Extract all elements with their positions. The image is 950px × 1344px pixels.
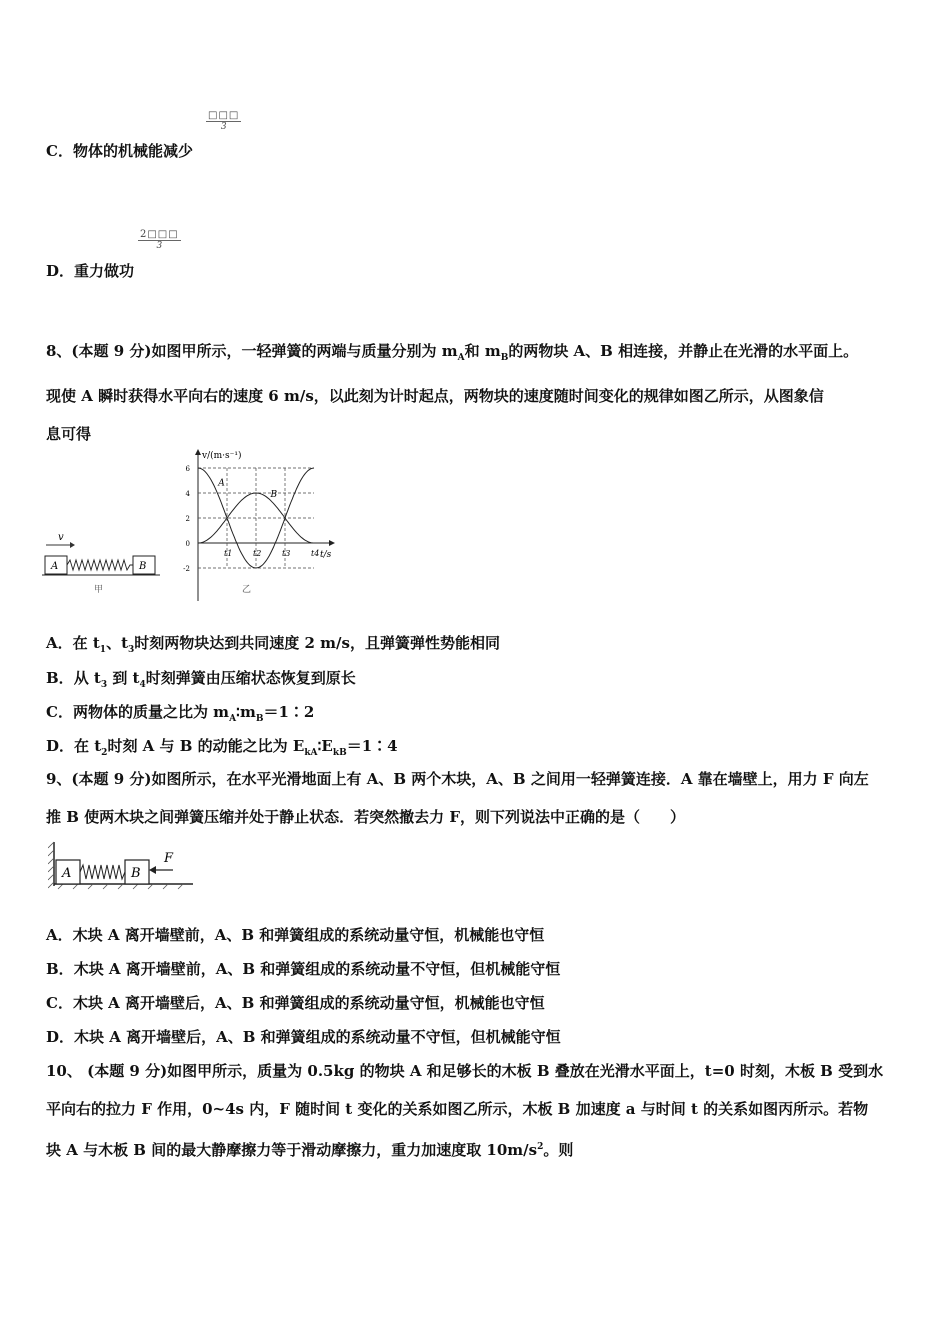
chart-caption: 乙 [242,585,252,595]
fraction-d [138,229,181,251]
q9-figure [48,840,198,890]
velocity-label: v [58,532,64,543]
spring [67,560,133,570]
q10-line3-part-b: 。则 [543,1141,574,1159]
text: 到 t [107,669,140,687]
y-tick-label: -2 [183,565,190,573]
text: 两物体的质量之比为 m [72,703,230,721]
q10-stem [46,1052,906,1169]
block-b-label: B [139,561,147,572]
option-letter: C． [46,142,73,160]
q7-option-d [46,260,134,281]
option-text: 木块 A 离开墙壁前，A、B 和弹簧组成的系统动量不守恒，但机械能守恒 [73,960,561,978]
subscript: 3 [128,645,135,655]
fraction-numerator: 2□□□ [140,229,179,240]
q8-line1-part-a: 8、(本题 9 分)如图甲所示，一轻弹簧的两端与质量分别为 m [46,342,458,360]
q9-stem [46,760,906,836]
q9-option-d [46,1026,561,1047]
option-letter: D． [46,1028,75,1046]
block-a-label: A [51,561,59,572]
option-letter: D． [46,262,75,280]
subscript: 1 [99,645,107,655]
option-letter: D． [46,737,75,755]
option-letter: A． [46,634,73,652]
q8-stem [46,332,906,453]
y-tick-label: 2 [185,515,190,523]
fraction-denominator: 3 [156,241,163,251]
fraction-c [206,110,241,132]
q10-line-3 [46,1128,906,1169]
subscript: A [457,353,465,363]
y-tick-label: 6 [185,465,190,473]
force-arrowhead [149,866,156,874]
q8-figure-spring [42,530,172,600]
q8-line1-part-c: 的两物块 A、B 相连接，并静止在光滑的水平面上。 [508,342,859,360]
option-letter: B． [46,669,74,687]
subscript: kA [304,748,318,758]
option-text: 木块 A 离开墙壁后，A、B 和弹簧组成的系统动量不守恒，但机械能守恒 [74,1028,561,1046]
subscript: 2 [101,748,108,758]
force-label: F [164,851,174,866]
x-tick-label: t2 [253,549,262,558]
q10-line-2: 平向右的拉力 F 作用，0~4s 内，F 随时间 t 变化的关系如图乙所示，木板 B 加速度 a 与时间 t 的关系如图丙所示。若物 [46,1100,869,1118]
subscript: B [500,353,509,363]
q9-option-b [46,958,560,979]
x-tick-label: t4 [311,549,320,558]
q9-option-a [46,924,544,945]
subscript: B [255,714,264,724]
text: ＝1∶2 [263,703,315,721]
wall-hatching [48,842,54,888]
q8-line1-part-b: 和 m [464,342,501,360]
y-axis-label: v/(m·s⁻¹) [202,451,242,461]
figure-caption: 甲 [94,585,104,595]
text: 、t [106,634,128,652]
subscript: 3 [100,680,108,690]
q10-line-1: 10、 (本题 9 分)如图甲所示，质量为 0.5kg 的物块 A 和足够长的木板 B 叠放在光滑水平面上，t=0 时刻，木板 B 受到水 [46,1062,884,1080]
option-text: 木块 A 离开墙壁前，A、B 和弹簧组成的系统动量守恒，机械能也守恒 [72,926,545,944]
q8-line-3: 息可得 [46,425,92,443]
q10-line3-part-a: 块 A 与木板 B 间的最大静摩擦力等于滑动摩擦力，重力加速度取 10m/s [46,1141,538,1159]
velocity-arrowhead [70,542,75,548]
text: 在 t [74,737,102,755]
text: 时刻 A 与 B 的动能之比为 E [107,737,305,755]
q9-option-c [46,992,545,1013]
q7-option-c [46,140,193,161]
option-text: 物体的机械能减少 [72,142,193,160]
spring [80,865,125,879]
y-tick-label: 4 [185,490,190,498]
x-axis-arrowhead [329,540,335,546]
text: ∶m [236,703,256,721]
option-letter: C． [46,994,73,1012]
y-axis-arrowhead [195,449,201,455]
q8-option-c [46,701,314,724]
subscript: 4 [139,680,146,690]
q9-line-1: 9、(本题 9 分)如图所示，在水平光滑地面上有 A、B 两个木块，A、B 之间用一轻弹簧连接．A 靠在墙壁上，用力 F 向左 [46,770,869,788]
series-label-a: A [218,478,225,489]
q8-line-2: 现使 A 瞬时获得水平向右的速度 6 m/s，以此刻为计时起点，两物块的速度随时间变化的规律如图乙所示，从图象信 [46,387,824,405]
option-text: 重力做功 [74,262,135,280]
x-tick-label: t3 [282,549,291,558]
option-letter: C． [46,703,73,721]
text: 时刻两物块达到共同速度 2 m/s，且弹簧弹性势能相同 [134,634,500,652]
x-axis-label: t/s [320,550,332,560]
subscript: kB [332,748,347,758]
q9-line-2: 推 B 使两木块之间弹簧压缩并处于静止状态．若突然撤去力 F，则下列说法中正确的是（ ） [46,808,685,826]
text: 时刻弹簧由压缩状态恢复到原长 [145,669,356,687]
fraction-denominator: 3 [220,122,227,132]
text: ＝1∶4 [346,737,398,755]
block-a-label: A [62,866,72,881]
text: 从 t [73,669,101,687]
subscript: A [229,714,237,724]
q8-vt-chart [182,446,342,606]
option-letter: B． [46,960,74,978]
series-label-b: B [270,489,278,500]
y-tick-label: 0 [185,540,190,548]
q8-line-1 [46,332,906,377]
option-letter: A． [46,926,73,944]
superscript: 2 [537,1142,544,1152]
text: 在 t [72,634,100,652]
block-b-label: B [131,866,141,881]
fraction-numerator: □□□ [208,110,240,121]
q8-option-b [46,667,356,690]
q8-option-d [46,735,398,758]
x-tick-label: t1 [224,549,233,558]
q8-option-a [46,632,500,655]
text: ∶E [317,737,333,755]
option-text: 木块 A 离开墙壁后，A、B 和弹簧组成的系统动量守恒，机械能也守恒 [72,994,545,1012]
